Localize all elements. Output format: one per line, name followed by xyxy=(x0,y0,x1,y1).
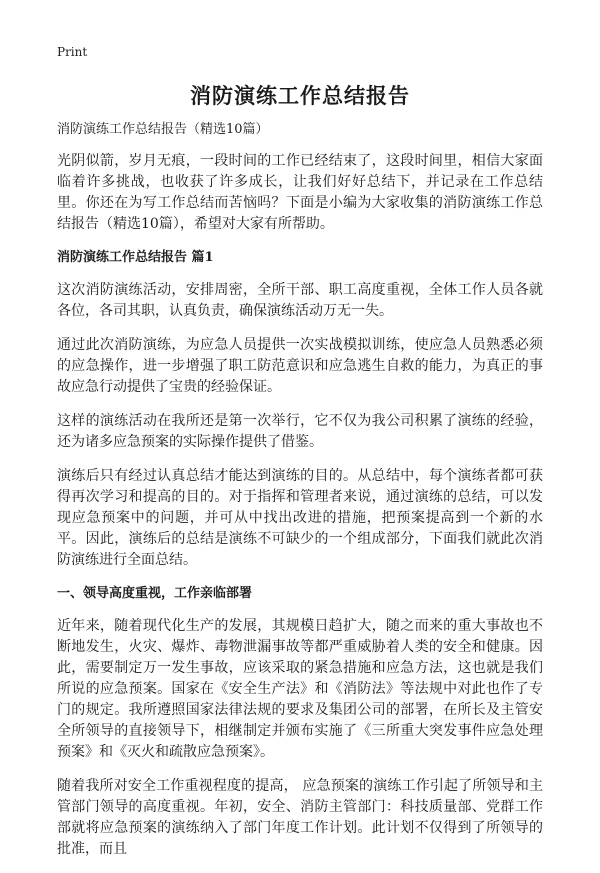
intro-paragraph: 光阴似箭，岁月无痕，一段时间的工作已经结束了，这段时间里，相信大家面临着许多挑战，也收获了许多成长，让我们好好总结下，并记录在工作总结里。你还在为写工作总结而苦恼吗？下面是小编为大家收集的消防演练工作总结报告（精选10篇），希望对大家有所帮助。 xyxy=(57,153,543,232)
body-paragraph: 这次消防演练活动，安排周密，全所干部、职工高度重视，全体工作人员各就各位，各司其职，认真负责，确保演练活动万无一失。 xyxy=(57,282,543,319)
body-paragraph: 通过此次消防演练，为应急人员提供一次实战模拟训练，使应急人员熟悉必须的应急操作，进一步增强了职工防范意识和应急逃生自救的能力，为真正的事故应急行动提供了宝贵的经验保证。 xyxy=(57,337,543,395)
document-body xyxy=(57,120,543,873)
body-paragraph: 近年来，随着现代化生产的发展，其规模日趋扩大，随之而来的重大事故也不断地发生，火灾、爆炸、毒物泄漏事故等都严重威胁着人类的安全和健康。因此，需要制定万一发生事故，应该采取的紧急措施和应急方法，这也就是我们所说的应急预案。国家在《安全生产法》和《消防法》等法规中对此也作了专门的规定。我所遵照国家法律法规的要求及集团公司的部署，在所长及主管安全所领导的直接领导下，相继制定并颁布实施了《三所重大突发事件应急处理预案》和《灭火和疏散应急预案》。 xyxy=(57,618,543,760)
body-paragraph: 随着我所对安全工作重视程度的提高， 应急预案的演练工作引起了所领导和主管部门领导的高度重视。年初，安全、消防主管部门：科技质量部、党群工作部就将应急预案的演练纳入了部门年度工作计划。此计划不仅得到了所领导的批准，而且 xyxy=(57,778,543,857)
section-heading-1: 消防演练工作总结报告 篇1 xyxy=(57,250,214,265)
document-subtitle: 消防演练工作总结报告（精选10篇） xyxy=(57,122,269,137)
section-heading-2: 一、领导高度重视，工作亲临部署 xyxy=(57,586,253,601)
body-paragraph: 这样的演练活动在我所还是第一次举行，它不仅为我公司积累了演练的经验，还为诸多应急预案的实际操作提供了借鉴。 xyxy=(57,413,543,450)
document-title: 消防演练工作总结报告 xyxy=(190,83,410,108)
print-link[interactable]: Print xyxy=(57,45,88,59)
body-paragraph: 演练后只有经过认真总结才能达到演练的目的。从总结中，每个演练者都可获得再次学习和提高的目的。对于指挥和管理者来说，通过演练的总结，可以发现应急预案中的问题，并可从中找出改进的措施，把预案提高到一个新的水平。因此，演练后的总结是演练不可缺少的一个组成部分，下面我们就此次消防演练进行全面总结。 xyxy=(57,468,543,568)
